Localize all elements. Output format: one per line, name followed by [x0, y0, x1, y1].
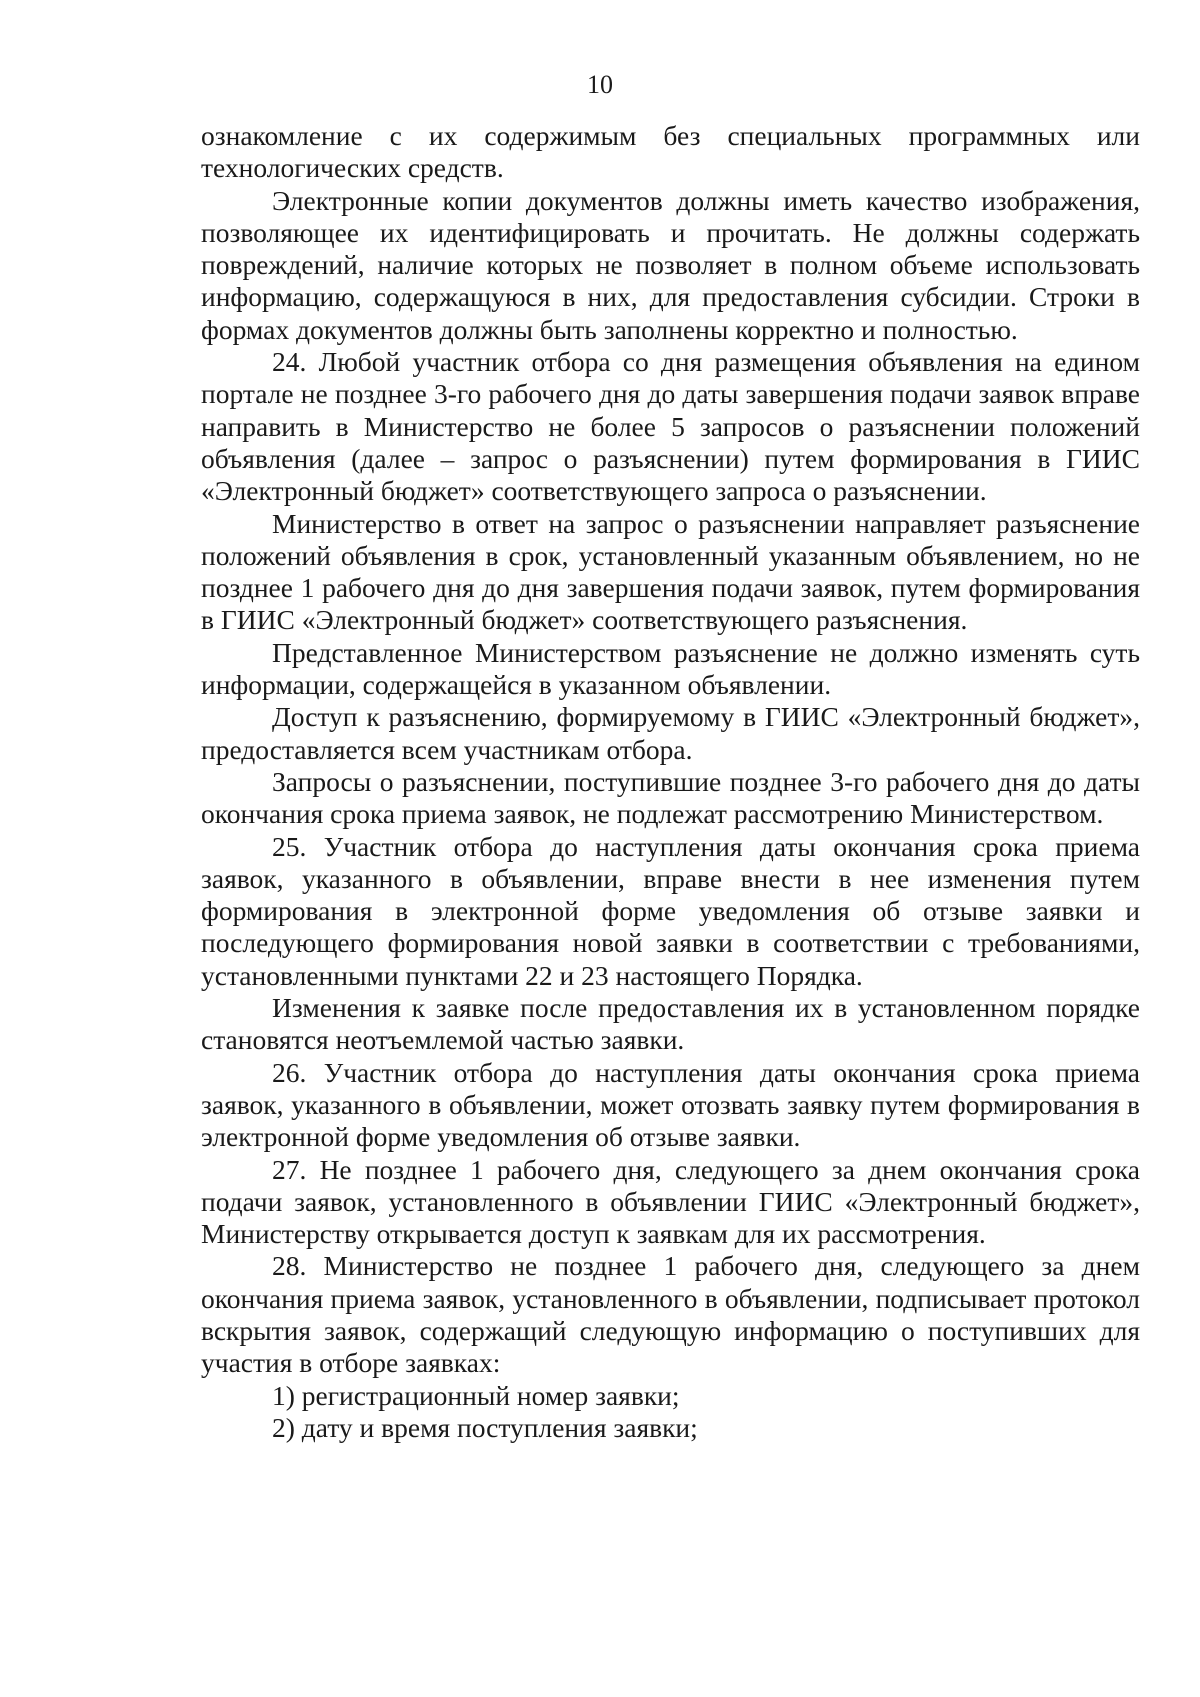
paragraph: Министерство в ответ на запрос о разъяснении направляет разъяснение положений объявления в срок, установленный указанным объявлением, но не позднее 1 рабочего дня до дня завершения подачи заявок, путем формирования в ГИИС «Электронный бюджет» соответствующего разъяснения. — [201, 507, 1140, 636]
list-item: 2) дату и время поступления заявки; — [272, 1411, 698, 1443]
paragraph: Изменения к заявке после предоставления их в установленном порядке становятся неотъемлемой частью заявки. — [201, 992, 1140, 1056]
paragraph-item-25: 25. Участник отбора до наступления даты окончания срока приема заявок, указанного в объявлении, вправе внести в нее изменения путем формирования в электронной форме уведомления об отзыве заявки и последующего формирования новой заявки в соответствии с требованиями, установленными пунктами 22 и 23 настоящего Порядка. — [201, 830, 1140, 991]
paragraph: Представленное Министерством разъяснение не должно изменять суть информации, содержащейся в указанном объявлении. — [201, 636, 1140, 701]
paragraph: Электронные копии документов должны иметь качество изображения, позволяющее их идентифицировать и прочитать. Не должны содержать повреждений, наличие которых не позволяет в полном объеме использовать информацию, содержащуюся в них, для предоставления субсидии. Строки в формах документов должны быть заполнены корректно и полностью. — [201, 184, 1140, 345]
paragraph-item-27: 27. Не позднее 1 рабочего дня, следующего за днем окончания срока подачи заявок, установленного в объявлении ГИИС «Электронный бюджет», Министерству открывается доступ к заявкам для их рассмотрения. — [201, 1153, 1140, 1250]
paragraph-item-26: 26. Участник отбора до наступления даты окончания срока приема заявок, указанного в объявлении, может отозвать заявку путем формирования в электронной форме уведомления об отзыве заявки. — [201, 1056, 1140, 1153]
paragraph: Запросы о разъяснении, поступившие позднее 3-го рабочего дня до даты окончания срока приема заявок, не подлежат рассмотрению Министерством. — [201, 765, 1140, 830]
paragraph: Доступ к разъяснению, формируемому в ГИИС «Электронный бюджет», предоставляется всем участникам отбора. — [201, 701, 1140, 765]
list-item: 1) регистрационный номер заявки; — [272, 1379, 680, 1411]
page-number: 10 — [587, 70, 613, 99]
paragraph-continuation: ознакомление с их содержимым без специальных программных или технологических средств. — [201, 120, 1140, 184]
paragraph-item-24: 24. Любой участник отбора со дня размещения объявления на едином портале не позднее 3-го рабочего дня до даты завершения подачи заявок вправе направить в Министерство не более 5 запросов о разъяснении положений объявления (далее – запрос о разъяснении) путем формирования в ГИИС «Электронный бюджет» соответствующего запроса о разъяснении. — [201, 346, 1140, 507]
document-body — [201, 120, 1140, 1444]
paragraph-item-28: 28. Министерство не позднее 1 рабочего дня, следующего за днем окончания приема заявок, установленного в объявлении, подписывает протокол вскрытия заявок, содержащий следующую информацию о поступивших для участия в отборе заявках: — [201, 1250, 1140, 1379]
